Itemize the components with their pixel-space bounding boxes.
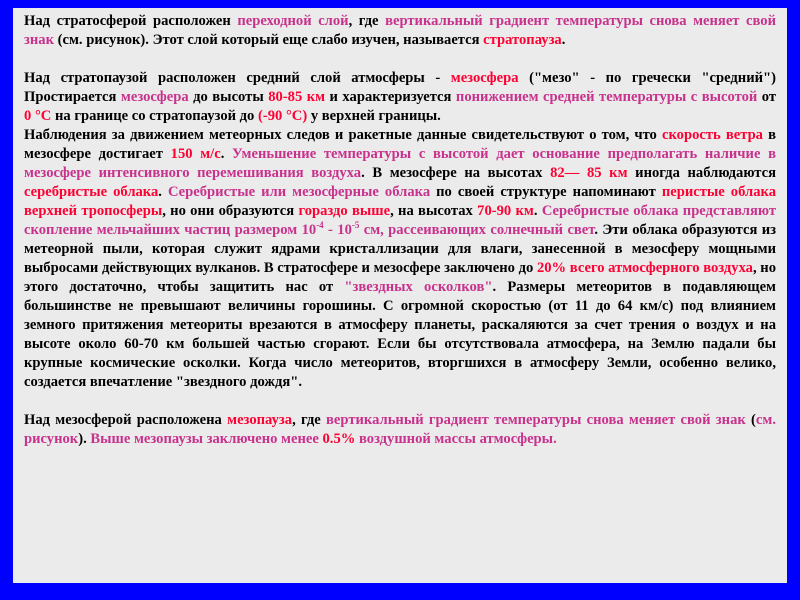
text-run: Наблюдения за движением метеорных следов и ракетные данные свидетельствуют о том, что (24, 127, 662, 143)
highlight-term: стратопауза (483, 32, 562, 48)
highlight-value: (-90 °С) (258, 108, 308, 124)
superscript: -5 (351, 220, 360, 231)
highlight-term: понижением средней температуры с высотой (455, 89, 758, 105)
text-run: у верхней границы. (307, 108, 441, 124)
text-run: Над мезосферой расположена (24, 412, 228, 428)
text-run: , но они образуются (162, 203, 299, 219)
text-run: ). (78, 431, 91, 447)
highlight-value: 0.5% (322, 431, 356, 447)
text-run: по своей структуре напоминают (430, 184, 662, 200)
text-run: , но этого достаточно, чтобы защитить нас от (24, 260, 776, 295)
highlight-term: мезопауза (227, 412, 293, 428)
text-run: . (561, 32, 566, 48)
text-run: , на высотах (390, 203, 478, 219)
highlight-value: 82— 85 км (550, 165, 628, 181)
highlight-value: 150 м/с (170, 146, 221, 162)
text-run: ("мезо" - по гречески "средний") Простирается (24, 70, 776, 105)
text-run: , где (348, 13, 386, 29)
text-run: в мезосфере достигает (24, 127, 776, 162)
highlight-term: воздушной массы атмосферы. (355, 431, 557, 447)
text-run: Над стратопаузой расположен средний слой атмосферы - (24, 70, 451, 86)
text-run: . В мезосфере на высотах (361, 165, 551, 181)
paragraph-stratopause (24, 12, 776, 50)
highlight-term: мезосфера (120, 89, 189, 105)
text-run: . (533, 203, 542, 219)
text-run: на границе со стратопаузой до (51, 108, 258, 124)
text-run: . Размеры метеоритов в подавляющем большинстве не превышают величины горошины. С огромной скоростью (от 11 до 64 км/с) под влиянием земного притяжения метеориты врезаются в атмосферу планеты, раскаляются за счет трения о воздух и на высоте около 60-70 км большей частью сгорают. Если бы отсутствовала атмосфера, на Землю падали бы крупные космические осколки. Когда число метеоритов, вторгшихся в атмосферу Земли, особенно велико, создается впечатление "звездного дождя". (24, 279, 776, 390)
slide-panel (13, 8, 787, 583)
text-run: и характеризуется (325, 89, 456, 105)
highlight-term: вертикальный градиент температуры снова меняет свой знак (24, 13, 776, 48)
highlight-term: Уменьшение температуры с высотой дает основание предполагать наличие в мезосфере интенсивного перемешивания воздуха (24, 146, 776, 181)
paragraph-observations (24, 126, 776, 392)
text-run: ( (745, 412, 756, 428)
text-run: Над стратосферой расположен (24, 13, 238, 29)
text-run: иногда наблюдаются (627, 165, 777, 181)
text-run: до высоты (188, 89, 269, 105)
highlight-term: - 10 (323, 222, 352, 238)
text-run: . Эти облака образуются из метеорной пыли, которая служит ядрами кристаллизации для влаги, занесенной в мезосферу мощными выбросами действующих вулканов. В стратосфере и мезосфере заключено до (24, 222, 776, 276)
highlight-term: Серебристые облака представляют скопление мельчайших частиц размером 10 (24, 203, 776, 238)
text-run: , где (292, 412, 327, 428)
highlight-term: см, рассеивающих солнечный свет (359, 222, 595, 238)
highlight-term: 20% всего атмосферного воздуха (536, 260, 753, 276)
highlight-term: "звездных осколков" (344, 279, 493, 295)
highlight-value: 70-90 км (477, 203, 534, 219)
highlight-term: Выше мезопаузы заключено менее (90, 431, 323, 447)
text-run: . (158, 184, 168, 200)
highlight-term: см. рисунок (24, 412, 776, 447)
superscript: -4 (316, 220, 324, 231)
highlight-term: Серебристые или мезосферные облака (167, 184, 431, 200)
highlight-term: серебристые облака (24, 184, 159, 200)
highlight-term: вертикальный градиент температуры снова меняет свой знак (326, 412, 746, 428)
paragraph-mesosphere (24, 69, 776, 126)
text-run: . (220, 146, 233, 162)
text-run: от (757, 89, 777, 105)
highlight-term: гораздо выше (298, 203, 391, 219)
highlight-value: 0 °С (24, 108, 52, 124)
highlight-term: скорость ветра (661, 127, 763, 143)
highlight-value: 80-85 км (268, 89, 326, 105)
highlight-term: переходной слой (237, 13, 349, 29)
paragraph-mesopause (24, 411, 776, 449)
highlight-term: перистые облака верхней тропосферы (24, 184, 776, 219)
text-run: (см. рисунок). Этот слой который еще слабо изучен, называется (53, 32, 484, 48)
highlight-term: мезосфера (450, 70, 519, 86)
